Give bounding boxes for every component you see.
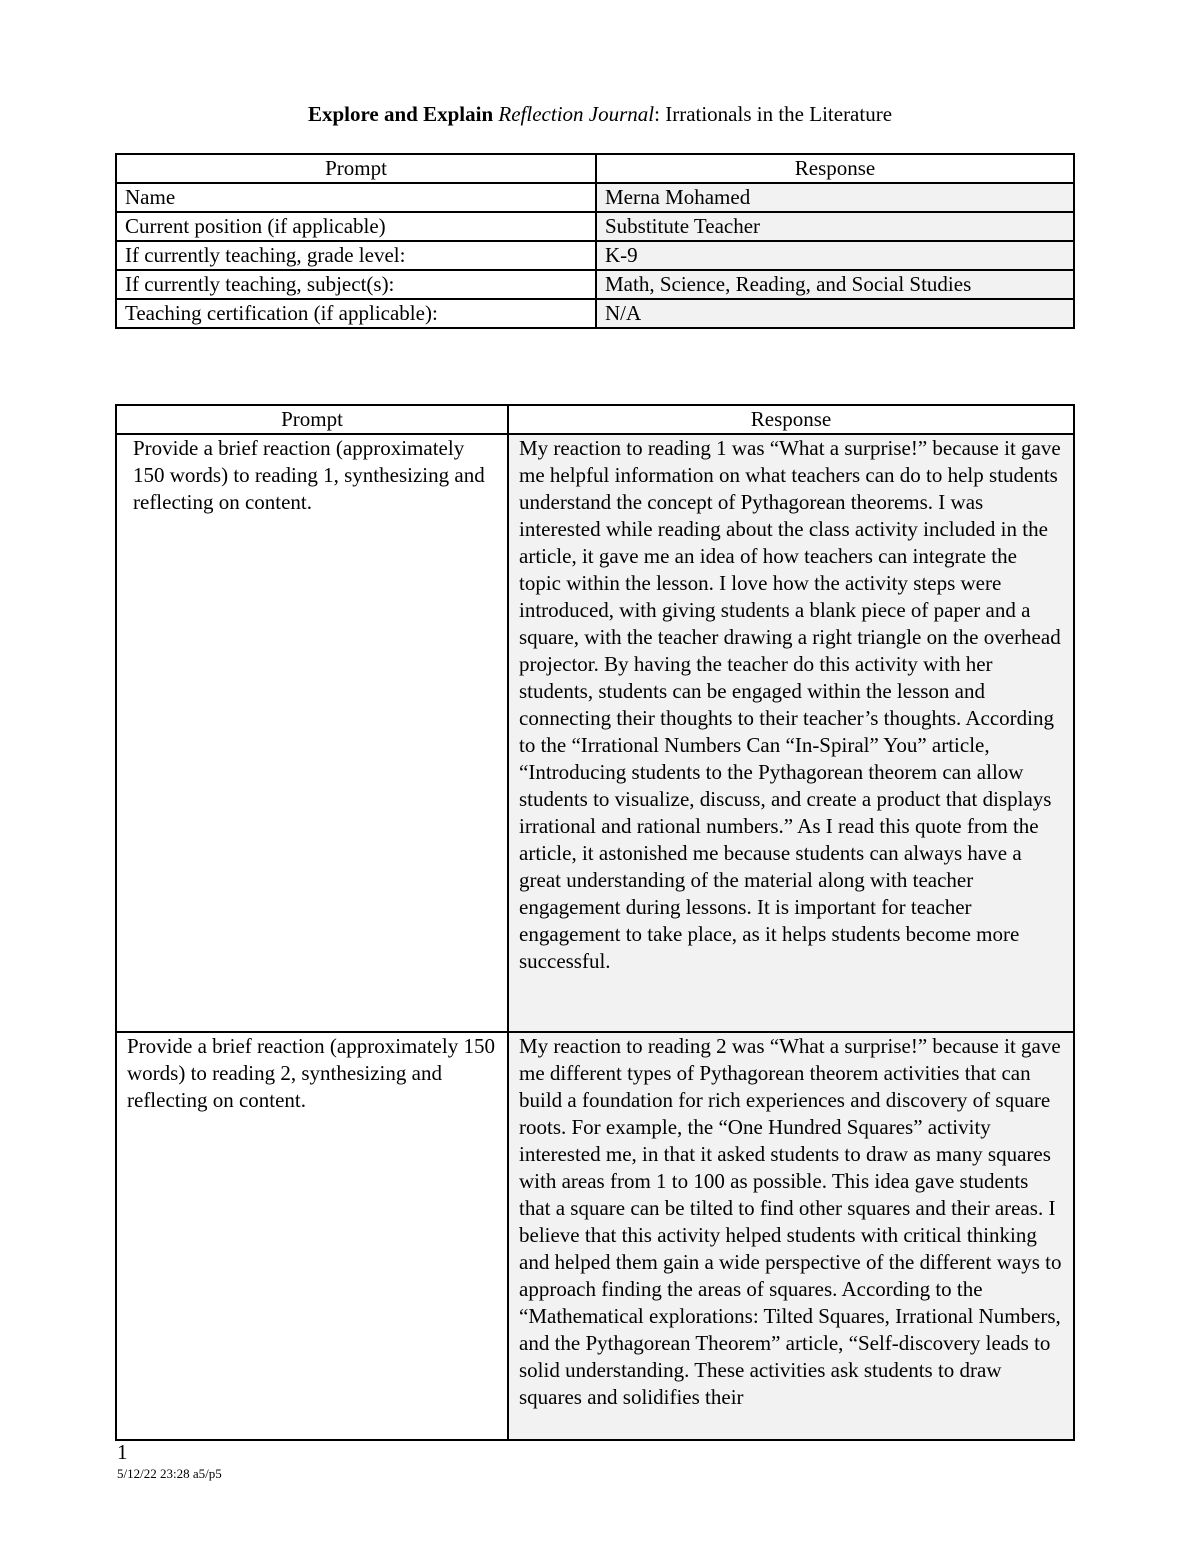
table-row (116, 1032, 1074, 1440)
info-response-grade[interactable]: K-9 (596, 241, 1074, 270)
reflection-prompt-reading-2: Provide a brief reaction (approximately 150 words) to reading 2, synthesizing and reflecting on content. (116, 1032, 508, 1440)
info-header-response: Response (596, 154, 1074, 183)
info-prompt-certification: Teaching certification (if applicable): (116, 299, 596, 328)
title-rest: : Irrationals in the Literature (654, 102, 893, 126)
page-title (0, 100, 1200, 128)
reflection-prompt-reading-1-text: Provide a brief reaction (approximately 150 words) to reading 1, synthesizing and reflecting on content. (133, 436, 485, 514)
info-response-certification[interactable]: N/A (596, 299, 1074, 328)
footer-timestamp: 5/12/22 23:28 a5/p5 (117, 1466, 222, 1481)
reflection-response-reading-2[interactable]: My reaction to reading 2 was “What a surprise!” because it gave me different types of Pythagorean theorem activities that can build a foundation for rich experiences and discovery of square roots. For example, the “One Hundred Squares” activity interested me, in that it asked students to draw as many squares with areas from 1 to 100 as possible. This idea gave students that a square can be tilted to find other squares and their areas. I believe that this activity helped students with critical thinking and helped them gain a wide perspective of the different ways to approach finding the areas of squares. According to the “Mathematical explorations: Tilted Squares, Irrational Numbers, and the Pythagorean Theorem” article, “Self-discovery leads to solid understanding. These activities ask students to draw squares and solidifies their (508, 1032, 1074, 1440)
table-row (116, 241, 1074, 270)
table-row (116, 183, 1074, 212)
table-row (116, 299, 1074, 328)
reflection-header-prompt: Prompt (116, 405, 508, 434)
reflection-header-row (116, 405, 1074, 434)
page-number: 1 (117, 1440, 128, 1464)
title-bold: Explore and Explain (307, 102, 494, 126)
info-prompt-grade: If currently teaching, grade level: (116, 241, 596, 270)
info-table (115, 153, 1075, 329)
table-row (116, 434, 1074, 1032)
info-prompt-subjects: If currently teaching, subject(s): (116, 270, 596, 299)
reflection-header-response: Response (508, 405, 1074, 434)
info-header-prompt: Prompt (116, 154, 596, 183)
info-prompt-name: Name (116, 183, 596, 212)
info-response-position[interactable]: Substitute Teacher (596, 212, 1074, 241)
table-row (116, 212, 1074, 241)
title-italic: Reflection Journal (498, 102, 655, 126)
reflection-table (115, 404, 1075, 1441)
info-response-subjects[interactable]: Math, Science, Reading, and Social Studies (596, 270, 1074, 299)
info-header-row (116, 154, 1074, 183)
reflection-prompt-reading-1 (116, 434, 508, 1032)
table-row (116, 270, 1074, 299)
info-response-name[interactable]: Merna Mohamed (596, 183, 1074, 212)
info-prompt-position: Current position (if applicable) (116, 212, 596, 241)
reflection-response-reading-1[interactable]: My reaction to reading 1 was “What a surprise!” because it gave me helpful information on what teachers can do to help students understand the concept of Pythagorean theorems. I was interested while reading about the class activity included in the article, it gave me an idea of how teachers can integrate the topic within the lesson. I love how the activity steps were introduced, with giving students a blank piece of paper and a square, with the teacher drawing a right triangle on the overhead projector. By having the teacher do this activity with her students, students can be engaged within the lesson and connecting their thoughts to their teacher’s thoughts. According to the “Irrational Numbers Can “In-Spiral” You” article, “Introducing students to the Pythagorean theorem can allow students to visualize, discuss, and create a product that displays irrational and rational numbers.” As I read this quote from the article, it astonished me because students can always have a great understanding of the material along with teacher engagement during lessons. It is important for teacher engagement to take place, as it helps students become more successful. (508, 434, 1074, 1032)
